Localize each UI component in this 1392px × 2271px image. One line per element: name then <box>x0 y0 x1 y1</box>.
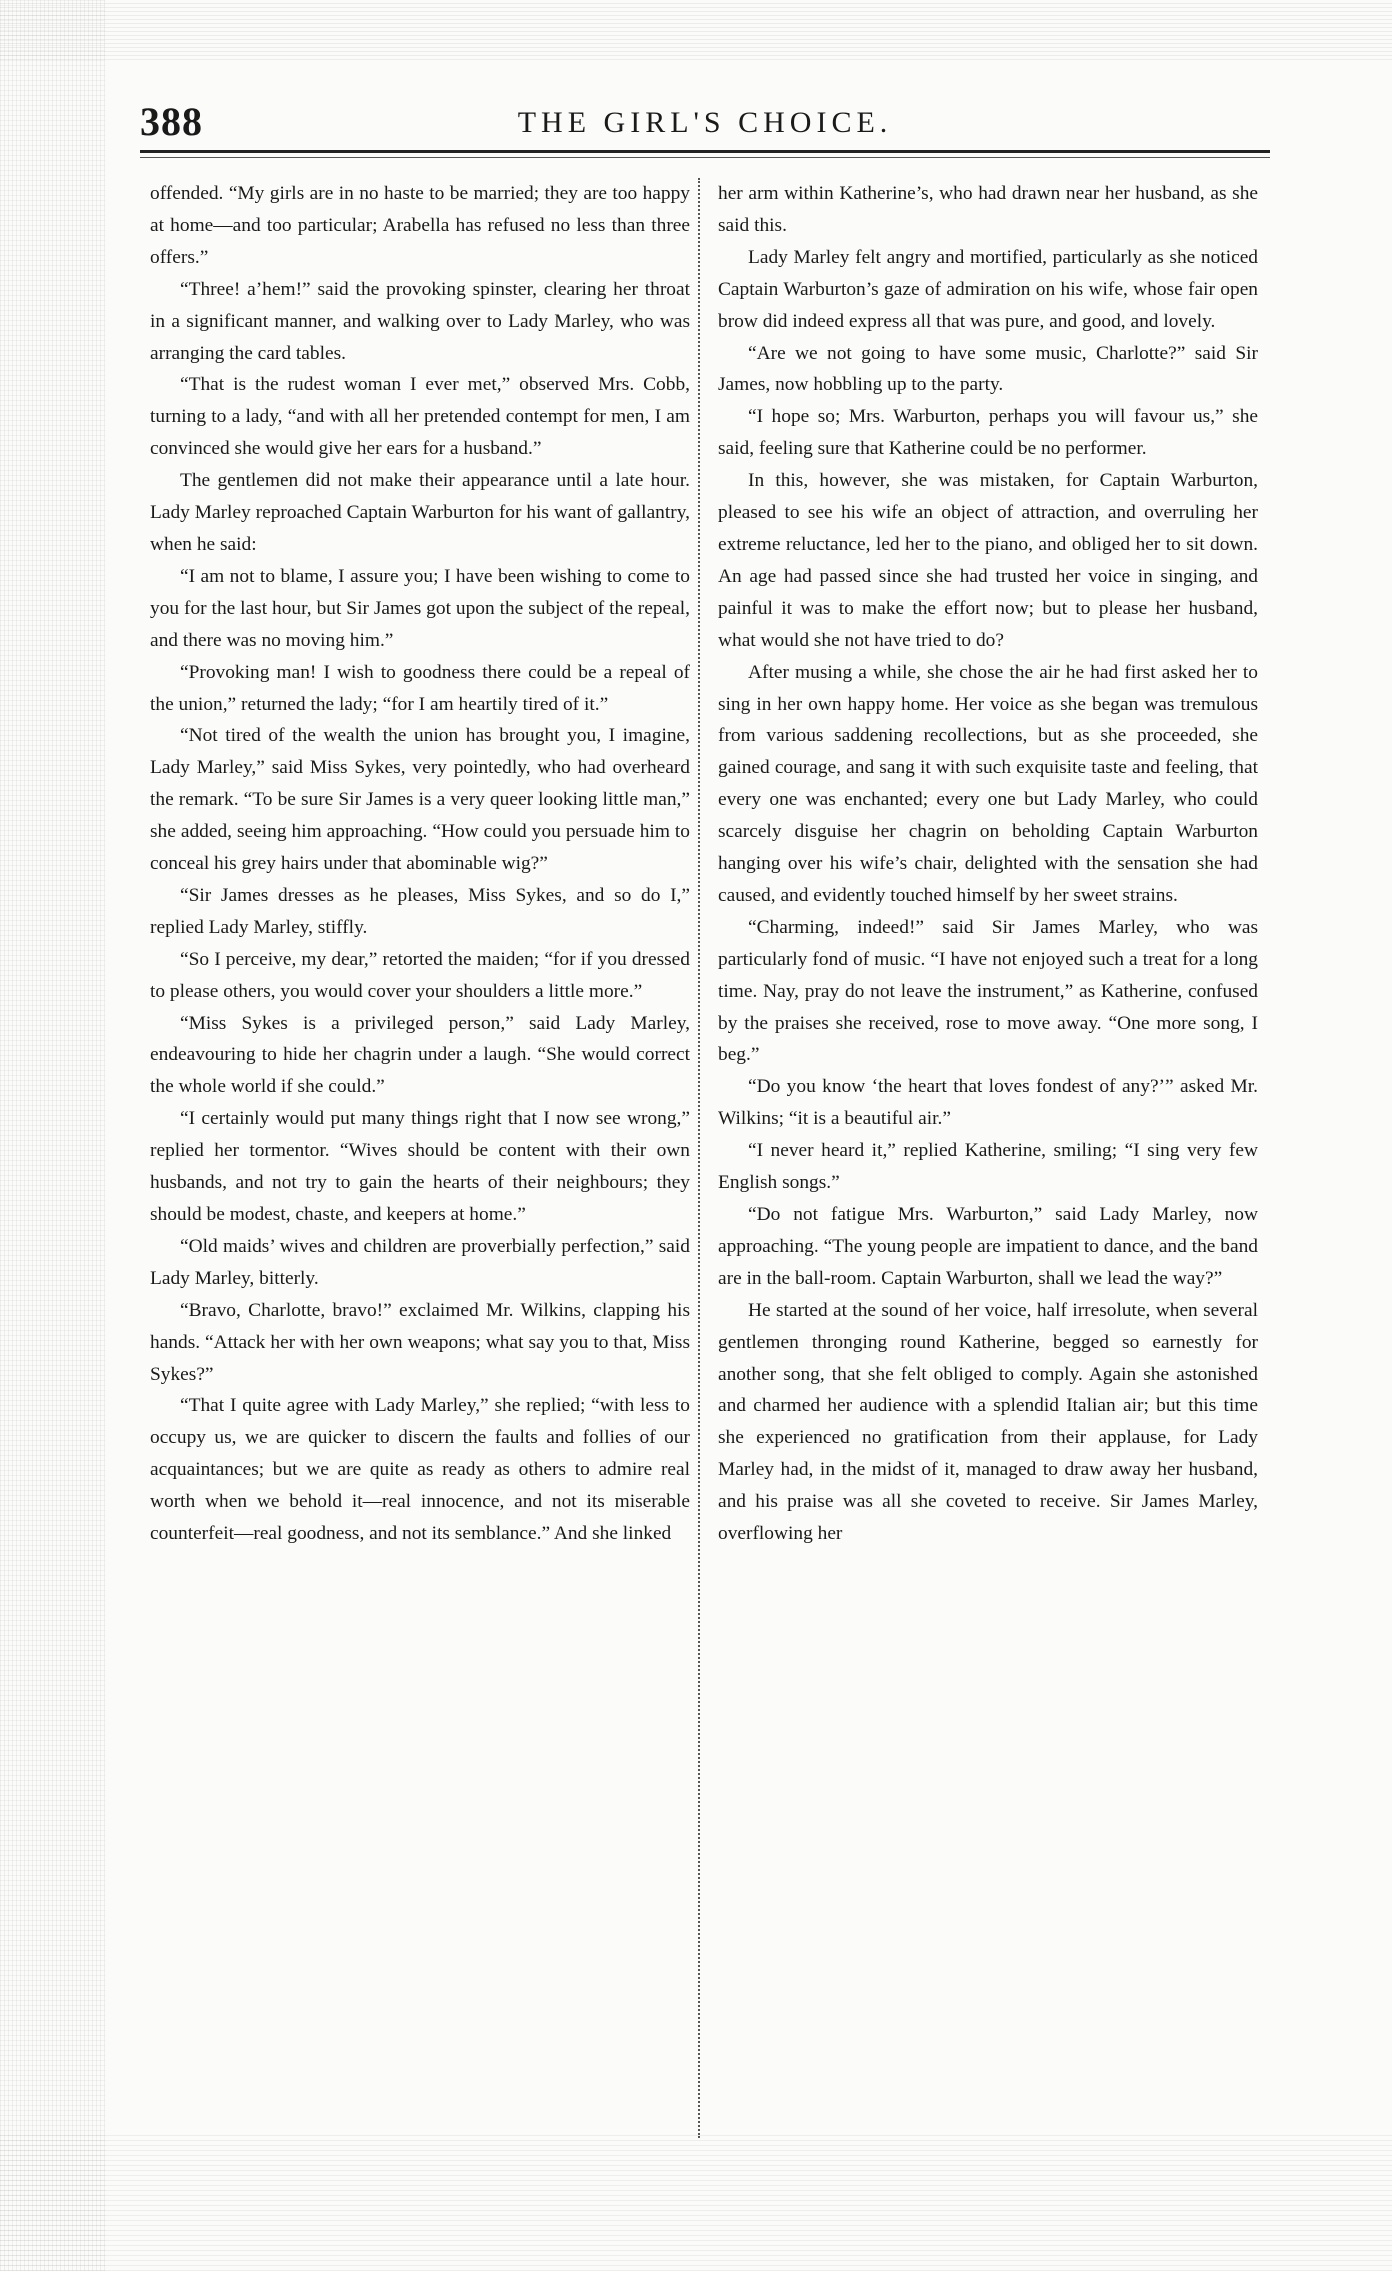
paragraph: “I am not to blame, I assure you; I have been wishing to come to you for the last hour, but Sir James got upon the subject of the repeal, and there was no moving him.” <box>150 565 690 651</box>
paragraph: “Do you know ‘the heart that loves fondest of any?’” asked Mr. Wilkins; “it is a beautiful air.” <box>718 1076 1258 1130</box>
paragraph: “That I quite agree with Lady Marley,” she replied; “with less to occupy us, we are quicker to discern the faults and follies of our acquaintances; but we are quite as ready as others to admire real worth when we behold it—real innocence, and not its miserable counterfeit—real goodness, and not its semblance.” And she linked <box>150 1395 690 1545</box>
scan-edge-bottom <box>0 2131 1392 2271</box>
paragraph: Lady Marley felt angry and mortified, particularly as she noticed Captain Warburton’s gaze of admiration on his wife, whose fair open brow did indeed express all that was pure, and good, and lovely. <box>718 246 1258 332</box>
paragraph: “I hope so; Mrs. Warburton, perhaps you will favour us,” she said, feeling sure that Katherine could be no performer. <box>718 406 1258 460</box>
header-rule <box>140 150 1270 158</box>
paragraph: After musing a while, she chose the air he had first asked her to sing in her own happy home. Her voice as she began was tremulous from various saddening recollections, but as she proceeded, she gained courage, and sang it with such exquisite taste and feeling, that every one was enchanted; every one but Lady Marley, who could scarcely disguise her chagrin on beholding Captain Warburton hanging over his wife’s chair, delighted with the sensation she had caused, and evidently touched himself by her sweet strains. <box>718 661 1258 906</box>
paragraph: “Do not fatigue Mrs. Warburton,” said Lady Marley, now approaching. “The young people are impatient to dance, and the band are in the ball-room. Captain Warburton, shall we lead the way?” <box>718 1204 1258 1289</box>
paragraph: “Sir James dresses as he pleases, Miss Sykes, and so do I,” replied Lady Marley, stiffly. <box>150 884 690 938</box>
paragraph: “Bravo, Charlotte, bravo!” exclaimed Mr. Wilkins, clapping his hands. “Attack her with her own weapons; what say you to that, Miss Sykes?” <box>150 1299 690 1385</box>
paragraph: The gentlemen did not make their appearance until a late hour. Lady Marley reproached Captain Warburton for his want of gallantry, when he said: <box>150 470 690 555</box>
paragraph: In this, however, she was mistaken, for Captain Warburton, pleased to see his wife an object of attraction, and overruling her extreme reluctance, led her to the piano, and obliged her to sit down. An age had passed since she had trusted her voice in singing, and painful it was to make the effort now; but to please her husband, what would she not have tried to do? <box>718 470 1258 651</box>
paragraph: “Provoking man! I wish to goodness there could be a repeal of the union,” returned the lady; “for I am heartily tired of it.” <box>150 661 690 715</box>
scan-edge-left <box>0 0 105 2271</box>
paragraph: offended. “My girls are in no haste to be married; they are too happy at home—and too particular; Arabella has refused no less than three offers.” <box>150 183 690 268</box>
column-divider <box>698 178 700 2138</box>
paragraph: “That is the rudest woman I ever met,” observed Mrs. Cobb, turning to a lady, “and with all her pretended contempt for men, I am convinced she would give her ears for a husband.” <box>150 374 690 460</box>
paragraph: “I certainly would put many things right that I now see wrong,” replied her tormentor. “Wives should be content with their own husbands, and not try to gain the hearts of their neighbours; they should be modest, chaste, and keepers at home.” <box>150 1108 690 1225</box>
right-column <box>718 178 1258 1550</box>
page-header <box>140 98 1270 148</box>
paragraph: “Miss Sykes is a privileged person,” said Lady Marley, endeavouring to hide her chagrin under a laugh. “She would correct the whole world if she could.” <box>150 1012 690 1098</box>
running-title: THE GIRL'S CHOICE. <box>517 106 893 139</box>
paragraph: “Not tired of the wealth the union has brought you, I imagine, Lady Marley,” said Miss Sykes, very pointedly, who had overheard the remark. “To be sure Sir James is a very queer looking little man,” she added, seeing him approaching. “How could you persuade him to conceal his grey hairs under that abominable wig?” <box>150 725 690 875</box>
page-number: 388 <box>140 99 203 144</box>
paragraph: her arm within Katherine’s, who had drawn near her husband, as she said this. <box>718 183 1258 236</box>
left-column <box>150 178 690 1550</box>
paragraph: “Are we not going to have some music, Charlotte?” said Sir James, now hobbling up to the party. <box>718 342 1258 396</box>
paragraph: “Three! a’hem!” said the provoking spinster, clearing her throat in a significant manner, and walking over to Lady Marley, who was arranging the card tables. <box>150 278 690 364</box>
paragraph: “Charming, indeed!” said Sir James Marley, who was particularly fond of music. “I have not enjoyed such a treat for a long time. Nay, pray do not leave the instrument,” as Katherine, confused by the praises she received, rose to move away. “One more song, I beg.” <box>718 916 1258 1066</box>
paragraph: He started at the sound of her voice, half irresolute, when several gentlemen thronging round Katherine, begged so earnestly for another song, that she felt obliged to comply. Again she astonished and charmed her audience with a splendid Italian air; but this time she experienced no gratification from their applause, for Lady Marley had, in the midst of it, managed to draw away her husband, and his praise was all she coveted to receive. Sir James Marley, overflowing her <box>718 1299 1258 1545</box>
paragraph: “Old maids’ wives and children are proverbially perfection,” said Lady Marley, bitterly. <box>150 1235 690 1289</box>
paragraph: “I never heard it,” replied Katherine, smiling; “I sing very few English songs.” <box>718 1140 1258 1194</box>
scan-edge-top <box>0 0 1392 60</box>
paragraph: “So I perceive, my dear,” retorted the maiden; “for if you dressed to please others, you would cover your shoulders a little more.” <box>150 948 690 1002</box>
